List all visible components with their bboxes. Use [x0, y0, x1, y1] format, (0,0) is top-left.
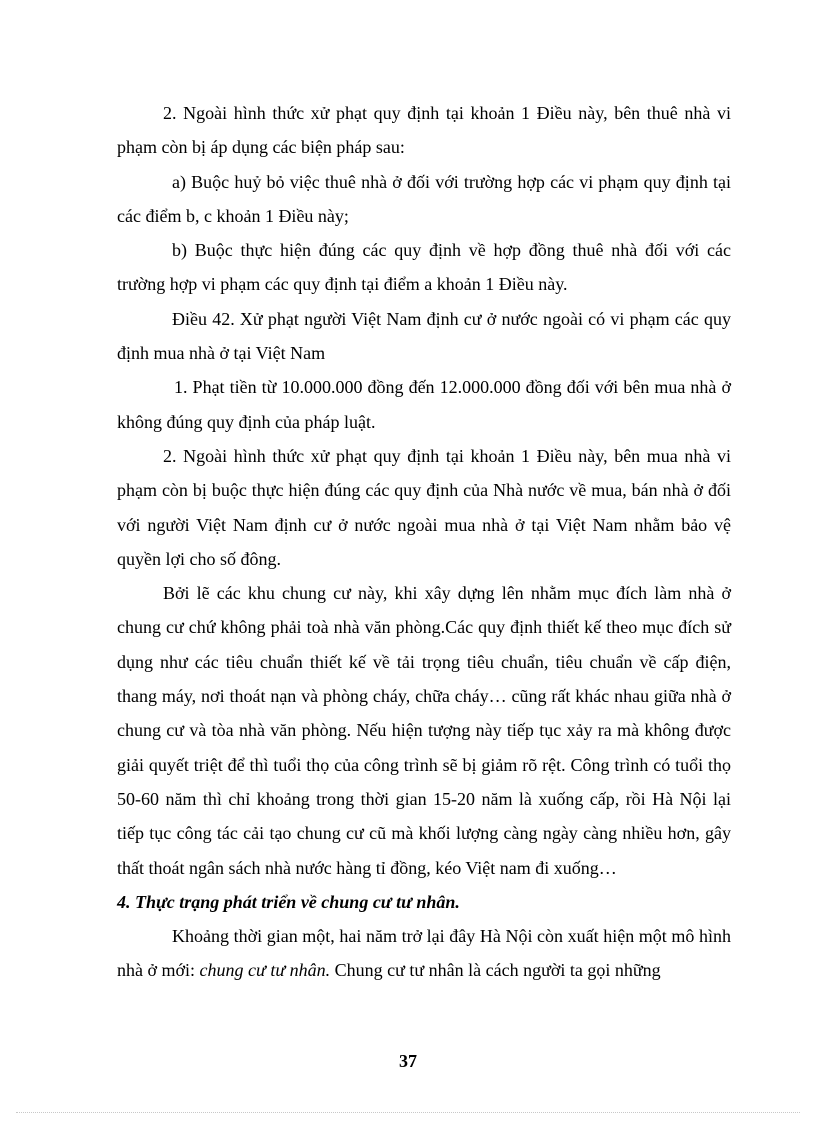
footer-divider [16, 1112, 800, 1113]
paragraph-private-apartments [117, 919, 731, 988]
paragraph-apartment-analysis: Bởi lẽ các khu chung cư này, khi xây dựng lên nhằm mục đích làm nhà ở chung cư chứ không phải toà nhà văn phòng.Các quy định thiết kế theo mục đích sử dụng như các tiêu chuẩn thiết kế về tải trọng tiêu chuẩn, tiêu chuẩn về cấp điện, thang máy, nơi thoát nạn và phòng cháy, chữa cháy… cũng rất khác nhau giữa nhà ở chung cư và tòa nhà văn phòng. Nếu hiện tượng này tiếp tục xảy ra mà không được giải quyết triệt để thì tuổi thọ của công trình sẽ bị giảm rõ rệt. Công trình có tuổi thọ 50-60 năm thì chỉ khoảng trong thời gian 15-20 năm là xuống cấp, rồi Hà Nội lại tiếp tục công tác cải tạo chung cư cũ mà khối lượng càng ngày càng nhiều hơn, gây thất thoát ngân sách nhà nước hàng tỉ đồng, kéo Việt nam đi xuống… [117, 583, 731, 878]
private-apartments-italic-term: chung cư tư nhân. [199, 960, 331, 981]
paragraph-article-42-clause-2: 2. Ngoài hình thức xử phạt quy định tại khoản 1 Điều này, bên mua nhà vi phạm còn bị buộc thực hiện đúng các quy định của Nhà nước về mua, bán nhà ở đối với người Việt Nam định cư ở nước ngoài mua nhà ở tại Việt Nam nhằm bảo vệ quyền lợi cho số đông. [117, 445, 731, 569]
paragraph-article-42-clause-1: 1. Phạt tiền từ 10.000.000 đồng đến 12.000.000 đồng đối với bên mua nhà ở không đúng quy định của pháp luật. [117, 377, 731, 432]
section-heading: 4. Thực trạng phát triển về chung cư tư nhân. [117, 891, 460, 912]
article-42-title: Điều 42. Xử phạt người Việt Nam định cư ở nước ngoài có vi phạm các quy định mua nhà ở tại Việt Nam [117, 308, 731, 364]
page-body [117, 96, 731, 988]
paragraph-clause-2a: a) Buộc huỷ bỏ việc thuê nhà ở đối với trường hợp các vi phạm quy định tại các điểm b, c khoản 1 Điều này; [117, 171, 731, 226]
paragraph-clause-2b: b) Buộc thực hiện đúng các quy định về hợp đồng thuê nhà đối với các trường hợp vi phạm các quy định tại điểm a khoản 1 Điều này. [117, 240, 731, 295]
private-apartments-text-start: Khoảng thời gian một, hai năm trở lại đây Hà Nội còn xuất hiện một mô hình nhà ở mới: [117, 926, 731, 981]
private-apartments-text-end: Chung cư tư nhân là cách người ta gọi những [330, 960, 661, 981]
paragraph-clause-2-tenant: 2. Ngoài hình thức xử phạt quy định tại khoản 1 Điều này, bên thuê nhà vi phạm còn bị áp dụng các biện pháp sau: [117, 103, 731, 158]
page-number: 37 [399, 1051, 417, 1071]
